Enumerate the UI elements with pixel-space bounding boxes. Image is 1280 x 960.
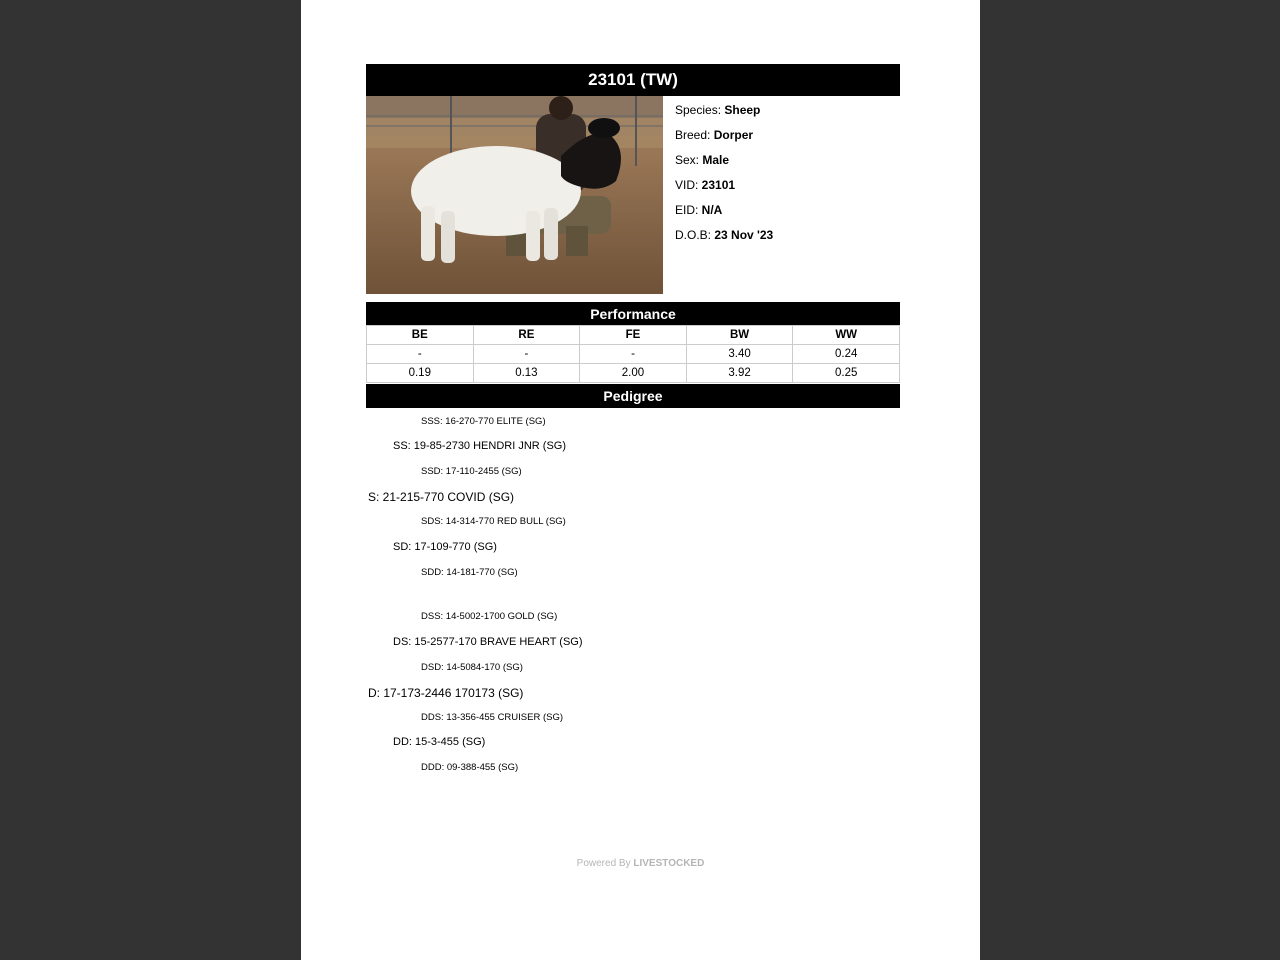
pedigree-ddd: DDD: 09-388-455 (SG) <box>421 762 519 773</box>
col-header-bw: BW <box>686 326 793 345</box>
powered-by-footer <box>301 858 980 869</box>
table-cell: 0.24 <box>793 345 900 364</box>
sex-value: Male <box>702 153 730 167</box>
performance-header-row <box>367 326 900 345</box>
animal-info <box>675 102 900 252</box>
pedigree-sdd: SDD: 14-181-770 (SG) <box>421 567 518 578</box>
vid-value: 23101 <box>701 178 736 192</box>
animal-title: 23101 (TW) <box>366 64 900 96</box>
table-cell: 3.40 <box>686 345 793 364</box>
col-header-fe: FE <box>580 326 687 345</box>
breed-row <box>675 127 900 152</box>
pedigree-sd: SD: 17-109-770 (SG) <box>393 541 497 553</box>
dob-label: D.O.B: <box>675 228 715 242</box>
pedigree-header: Pedigree <box>366 384 900 408</box>
table-cell: 0.19 <box>367 364 474 383</box>
performance-table <box>366 325 900 383</box>
brand-name: LIVESTOCKED <box>633 858 705 869</box>
sex-row <box>675 152 900 177</box>
table-cell: - <box>367 345 474 364</box>
pedigree-dam: D: 17-173-2446 170173 (SG) <box>368 686 524 700</box>
col-header-ww: WW <box>793 326 900 345</box>
table-cell: - <box>580 345 687 364</box>
pedigree-sds: SDS: 14-314-770 RED BULL (SG) <box>421 516 566 527</box>
table-cell: 2.00 <box>580 364 687 383</box>
vid-label: VID: <box>675 178 702 192</box>
breed-value: Dorper <box>713 128 754 142</box>
dob-row <box>675 227 900 252</box>
pedigree-dss: DSS: 14-5002-1700 GOLD (SG) <box>421 611 558 622</box>
species-value: Sheep <box>724 103 761 117</box>
col-header-be: BE <box>367 326 474 345</box>
sex-label: Sex: <box>675 153 703 167</box>
table-row <box>367 345 900 364</box>
dob-value: 23 Nov '23 <box>714 228 774 242</box>
eid-label: EID: <box>675 203 702 217</box>
pedigree-sire: S: 21-215-770 COVID (SG) <box>368 490 515 504</box>
sheep-photo-image <box>366 96 663 294</box>
table-cell: 3.92 <box>686 364 793 383</box>
document-page <box>301 0 980 960</box>
eid-row <box>675 202 900 227</box>
species-row <box>675 102 900 127</box>
table-cell: 0.13 <box>473 364 580 383</box>
table-row <box>367 364 900 383</box>
species-label: Species: <box>675 103 725 117</box>
performance-header: Performance <box>366 302 900 326</box>
col-header-re: RE <box>473 326 580 345</box>
pedigree-sss: SSS: 16-270-770 ELITE (SG) <box>421 416 546 427</box>
powered-by-text: Powered By <box>576 858 634 869</box>
vid-row <box>675 177 900 202</box>
animal-photo <box>366 96 663 294</box>
pedigree-dds: DDS: 13-356-455 CRUISER (SG) <box>421 712 564 723</box>
pedigree-ssd: SSD: 17-110-2455 (SG) <box>421 466 522 477</box>
eid-value: N/A <box>701 203 723 217</box>
pedigree-dd: DD: 15-3-455 (SG) <box>393 736 486 748</box>
table-cell: 0.25 <box>793 364 900 383</box>
table-cell: - <box>473 345 580 364</box>
pedigree-dsd: DSD: 14-5084-170 (SG) <box>421 662 523 673</box>
breed-label: Breed: <box>675 128 714 142</box>
pedigree-ss: SS: 19-85-2730 HENDRI JNR (SG) <box>393 440 566 452</box>
pedigree-ds: DS: 15-2577-170 BRAVE HEART (SG) <box>393 636 583 648</box>
